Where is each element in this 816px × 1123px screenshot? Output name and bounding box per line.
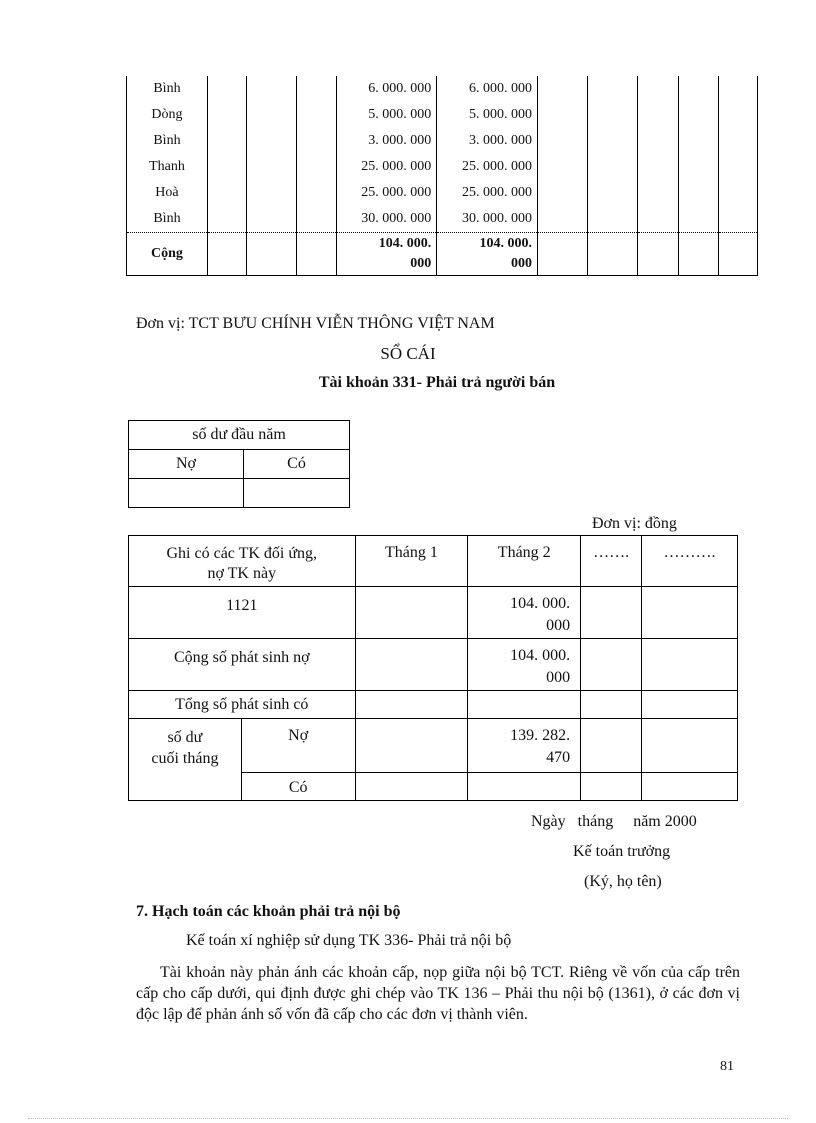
total-amount-b: 104. 000. 000 [437, 233, 538, 276]
row-amount-b: 6. 000. 000 [437, 76, 538, 102]
row-total-credit: Tổng số phát sinh có [129, 691, 356, 719]
row-name: Thanh [127, 154, 208, 180]
row-1121-month-2: 104. 000. 000 [468, 587, 581, 639]
account-subtitle: Tài khoản 331- Phải trả người bán [318, 374, 556, 391]
row-account-1121: 1121 [129, 587, 356, 639]
header-dots-1: ……. [581, 536, 642, 587]
closing-debit-month-2: 139. 282. 470 [468, 719, 581, 773]
closing-debit-label: Nợ [241, 719, 355, 773]
row-amount-b: 30. 000. 000 [437, 206, 538, 233]
section-heading: 7. Hạch toán các khoản phải trả nội bộ [136, 903, 401, 920]
signature-role: Kế toán trưởng [573, 843, 671, 860]
row-amount-a: 25. 000. 000 [336, 180, 437, 206]
row-amount-b: 3. 000. 000 [437, 128, 538, 154]
opening-debit-label: Nợ [129, 450, 244, 479]
table-row [127, 206, 758, 233]
header-accounts: Ghi có các TK đối ứng, nợ TK này [129, 536, 356, 587]
opening-header: số dư đầu năm [129, 421, 350, 450]
row-name: Bình [127, 128, 208, 154]
row-name: Hoà [127, 180, 208, 206]
currency-unit: Đơn vị: đồng [592, 515, 677, 532]
row-amount-b: 5. 000. 000 [437, 102, 538, 128]
table-row [127, 76, 758, 102]
row-amount-a: 25. 000. 000 [336, 154, 437, 180]
row-amount-b: 25. 000. 000 [437, 180, 538, 206]
header-dots-2: ………. [642, 536, 738, 587]
row-name: Dòng [127, 102, 208, 128]
row-amount-a: 3. 000. 000 [336, 128, 437, 154]
page-number: 81 [720, 1059, 734, 1074]
row-total-debit: Cộng số phát sinh nợ [129, 639, 356, 691]
opening-debit-value [129, 479, 244, 508]
total-row [127, 233, 758, 276]
ledger-table [128, 535, 738, 801]
closing-balance-label: số dư cuối tháng [129, 719, 242, 801]
table-row [127, 128, 758, 154]
closing-credit-label: Có [241, 773, 355, 801]
total-label: Cộng [127, 233, 208, 276]
row-amount-a: 30. 000. 000 [336, 206, 437, 233]
table-row [127, 102, 758, 128]
signature-date: Ngày tháng năm 2000 [531, 813, 697, 830]
table-row [127, 180, 758, 206]
row-name: Bình [127, 206, 208, 233]
opening-balance-table [128, 420, 350, 508]
row-amount-a: 5. 000. 000 [336, 102, 437, 128]
opening-credit-value [244, 479, 350, 508]
continuation-table [126, 76, 758, 276]
page-title: SỔ CÁI [380, 344, 436, 363]
unit-line: Đơn vị: TCT BƯU CHÍNH VIỄN THÔNG VIỆT NAM [136, 315, 495, 332]
total-amount-a: 104. 000. 000 [336, 233, 437, 276]
header-month-1: Tháng 1 [355, 536, 468, 587]
section-body: Tài khoản này phản ánh các khoản cấp, nọp giữa nội bộ TCT. Riêng về vốn của cấp trên cấp cho cấp dưới, qui định được ghi chép vào TK 136 – Phải thu nội bộ (1361), ở các đơn vị độc lập để phản ánh số vốn đã cấp cho các đơn vị thành viên. [136, 964, 740, 1023]
signature-note: (Ký, họ tên) [584, 873, 662, 890]
row-amount-a: 6. 000. 000 [336, 76, 437, 102]
row-name: Bình [127, 76, 208, 102]
row-total-debit-month-2: 104. 000. 000 [468, 639, 581, 691]
footer-rule [28, 1118, 788, 1119]
row-amount-b: 25. 000. 000 [437, 154, 538, 180]
table-row [127, 154, 758, 180]
opening-credit-label: Có [244, 450, 350, 479]
section-intro: Kế toán xí nghiệp sử dụng TK 336- Phải trả nội bộ [186, 932, 512, 949]
header-month-2: Tháng 2 [468, 536, 581, 587]
